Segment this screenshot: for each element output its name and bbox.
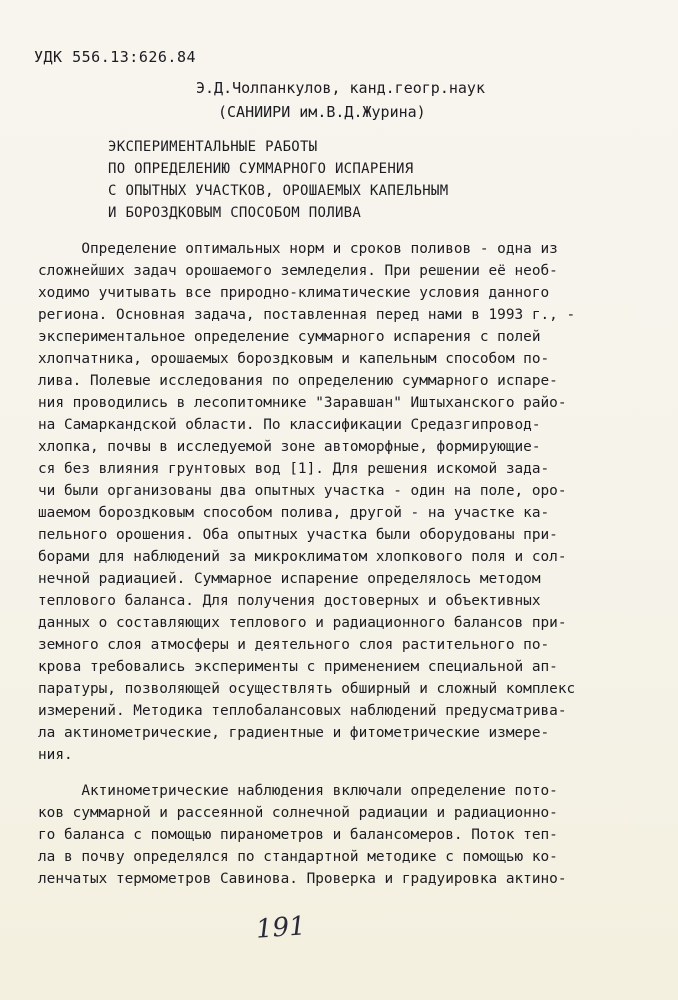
text-line: лива. Полевые исследования по определению суммарного испаре- bbox=[38, 373, 558, 389]
title-line: ПО ОПРЕДЕЛЕНИЮ СУММАРНОГО ИСПАРЕНИЯ bbox=[108, 161, 414, 177]
text-line: чи были организованы два опытных участка - один на поле, оро- bbox=[38, 483, 567, 499]
text-line: ся без влияния грунтовых вод [1]. Для решения искомой зада- bbox=[38, 461, 550, 477]
text-line: ходимо учитывать все природно-климатические условия данного bbox=[38, 285, 550, 301]
title-line: ЭКСПЕРИМЕНТАЛЬНЫЕ РАБОТЫ bbox=[108, 139, 318, 155]
text-line: хлопка, почвы в исследуемой зоне автоморфные, формирующие- bbox=[38, 439, 541, 455]
body-text bbox=[38, 238, 650, 890]
paragraph-1 bbox=[38, 238, 650, 766]
text-line: региона. Основная задача, поставленная перед нами в 1993 г., - bbox=[38, 307, 576, 323]
text-line: борами для наблюдений за микроклиматом хлопкового поля и сол- bbox=[38, 549, 567, 565]
paragraph-2 bbox=[38, 780, 650, 890]
text-line: ков суммарной и рассеянной солнечной радиации и радиационно- bbox=[38, 805, 558, 821]
text-line: ния проводились в лесопитомнике "Заравшан" Иштыханского райо- bbox=[38, 395, 567, 411]
text-line: пельного орошения. Оба опытных участка были оборудованы при- bbox=[38, 527, 558, 543]
text-line: ла актинометрические, градиентные и фитометрические измере- bbox=[38, 725, 550, 741]
udc-code: УДК 556.13:626.84 bbox=[34, 48, 197, 66]
text-line: нечной радиацией. Суммарное испарение определялось методом bbox=[38, 571, 541, 587]
title-line: С ОПЫТНЫХ УЧАСТКОВ, ОРОШАЕМЫХ КАПЕЛЬНЫМ bbox=[108, 183, 449, 199]
text-line: шаемом бороздковым способом полива, другой - на участке ка- bbox=[38, 505, 550, 521]
text-line: паратуры, позволяющей осуществлять обширный и сложный комплекс bbox=[38, 681, 576, 697]
text-line: хлопчатника, орошаемых бороздковым и капельным способом по- bbox=[38, 351, 550, 367]
text-line: земного слоя атмосферы и деятельного слоя растительного по- bbox=[38, 637, 550, 653]
author-line: Э.Д.Чолпанкулов, канд.геогр.наук bbox=[196, 79, 485, 97]
page-number: 191 bbox=[255, 911, 307, 945]
text-line: экспериментальное определение суммарного испарения с полей bbox=[38, 329, 541, 345]
title-line: И БОРОЗДКОВЫМ СПОСОБОМ ПОЛИВА bbox=[108, 205, 362, 221]
text-line: Актинометрические наблюдения включали определение пото- bbox=[38, 783, 558, 799]
text-line: крова требовались эксперименты с применением специальной ап- bbox=[38, 659, 558, 675]
affiliation-line: (САНИИРИ им.В.Д.Журина) bbox=[218, 103, 426, 121]
text-line: теплового баланса. Для получения достоверных и объективных bbox=[38, 593, 541, 609]
text-line: го баланса с помощью пиранометров и балансомеров. Поток теп- bbox=[38, 827, 558, 843]
text-line: на Самаркандской области. По классификации Средазгипровод- bbox=[38, 417, 541, 433]
text-line: ленчатых термометров Савинова. Проверка и градуировка актино- bbox=[38, 871, 567, 887]
text-line: ния. bbox=[38, 747, 73, 763]
text-line: сложнейших задач орошаемого земледелия. При решении её необ- bbox=[38, 263, 558, 279]
text-line: Определение оптимальных норм и сроков поливов - одна из bbox=[38, 241, 558, 257]
text-line: данных о составляющих теплового и радиационного балансов при- bbox=[38, 615, 567, 631]
text-line: измерений. Методика теплобалансовых наблюдений предусматрива- bbox=[38, 703, 567, 719]
text-line: ла в почву определялся по стандартной методике с помощью ко- bbox=[38, 849, 558, 865]
article-title bbox=[108, 136, 448, 224]
